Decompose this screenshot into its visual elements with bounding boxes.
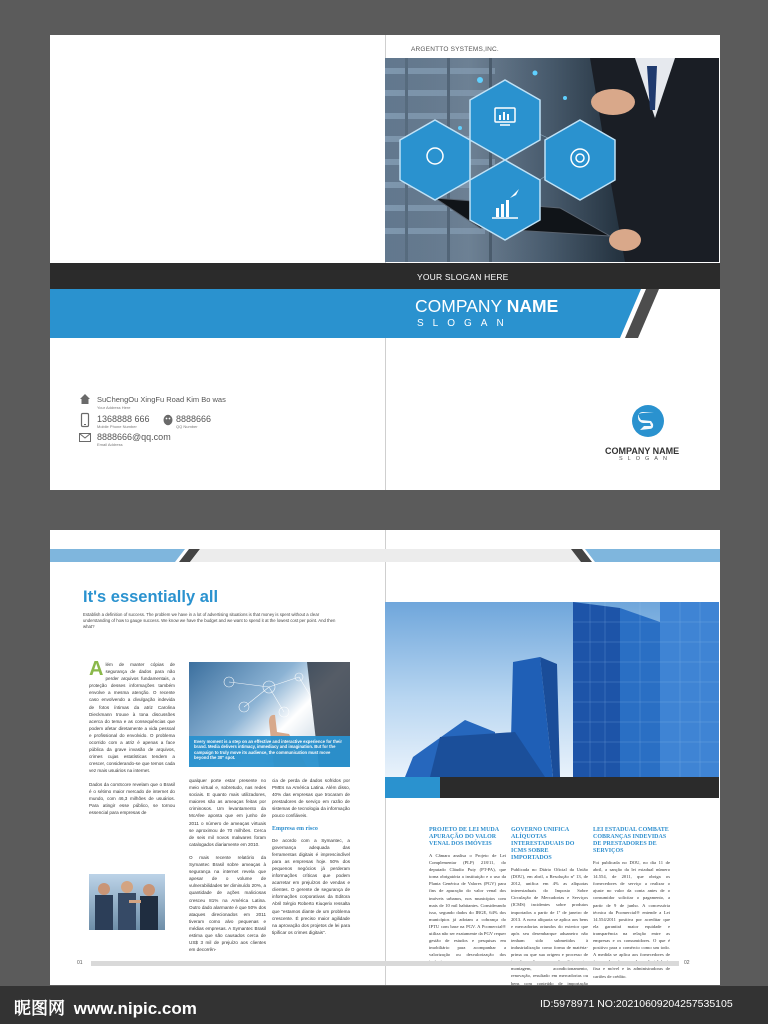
- news-column-2: [511, 827, 588, 994]
- drop-cap: A: [89, 658, 104, 680]
- company-label: ARGENTTO SYSTEMS,INC.: [411, 46, 499, 53]
- qq-label: QQ Number: [176, 424, 198, 429]
- article-column-1: [89, 658, 175, 816]
- article-column-3: [272, 777, 350, 936]
- cover-company-name: [415, 296, 558, 316]
- logo-company-name: COMPANY NAME: [605, 446, 680, 456]
- column-1-paragraph: [89, 658, 175, 775]
- hero-illustration: [385, 58, 719, 262]
- column-2-paragraph-2: O mais recente relatório da Symantec Brasil sobre ameaças à segurança na internet revela que apesar de o volume de vulnerabilidades ter diminuído 20%, a quantidade de ações maliciosas cresceu 81% na América Latina. Outro dado alarmante é que 50% dos ataques direcionados em 2011 tiveram como alvo pequenas e médias empresas. A Symantec Brasil estima que são causados cerca de US$ 3 mil de prejuízo aos clientes em decorrên-: [189, 854, 266, 953]
- news-column-3: [593, 827, 670, 980]
- skyscraper-illustration: [385, 602, 719, 777]
- header-strip: [50, 549, 720, 563]
- building-photo: [385, 602, 719, 777]
- news-1-heading: PROJETO DE LEI MUDA APURAÇÃO DO VALOR VENAL DOS IMÓVEIS: [429, 827, 499, 847]
- watermark-id: ID:5978971 NO:20210609204257535105: [540, 998, 733, 1010]
- news-1-body: A Câmara analisa o Projeto de Lei Complementar (PLP) 218/11, do deputado Cláudio Puty (PT-PA), que torna obrigatória a instituição e o uso da Planta Genérica de Valores (PGV) para fins de apuração do valor venal dos imóveis urbanos, nos municípios com mais de 10 mil habitantes. Considerando isso, segundo dados do IBGE, 64% dos municípios já adotam a cobrança do IPTU com base na PGV. A Pcomercial® utiliza não ser exatamente da PGV requer gestão de estudos e pesquisas em imobiliário para acompanhar a valorização ou desvalorização dos: [429, 853, 506, 958]
- email-icon: [79, 433, 91, 442]
- email-label: Email Address: [97, 442, 123, 447]
- cover-hero-image: [385, 58, 719, 262]
- watermark-logo: [14, 994, 197, 1019]
- watermark-strip: [0, 986, 768, 1024]
- mobile-label: Mobile Phone Number: [97, 424, 137, 429]
- slogan-bar-text: YOUR SLOGAN HERE: [417, 272, 509, 282]
- address-label: Your Address Here: [97, 405, 131, 410]
- watermark-logo-text: 昵图网: [14, 999, 65, 1018]
- company-logo-icon: [631, 404, 665, 438]
- company-name-light: COMPANY: [415, 296, 502, 316]
- mobile-phone-icon: [81, 413, 89, 427]
- blue-band: [50, 289, 720, 339]
- news-2-body: Publicada no Diário Oficial da União (DOU), em abril, a Resolução nº 13, de 2012, unifica em 4% as alíquotas interestaduais do Imposto Sobre Circulação de Mercadorias e Serviços (ICMS) incidentes sobre produtos importados a partir de 1º de janeiro de 2013. A nova alíquota se aplica aos bens e mercadorias oriundos do exterior que após seu desembarque aduaneiro não tenham sido submetidos à industrialização como forma de matéria-prima ou que sua origem e processo de montagem, acondicionamento, renovação, resultado em mercadorias ou bens com conteúdo de importação: [511, 867, 588, 986]
- inner-spread: [50, 530, 720, 985]
- photo-caption-bar: [189, 736, 350, 767]
- slogan-bar: [50, 263, 720, 289]
- inner-headline: It's essentially all: [83, 588, 219, 606]
- address-text: SuChengOu XingFu Road Kim Bo was: [97, 395, 226, 404]
- photo-underbar-blue: [385, 777, 440, 798]
- news-3-body: Foi publicada no DOU, no dia 11 de abril, a sanção da lei estadual número 14.554, de 2011, que obriga os fornecedores de serviço a realizar o ajuste no valor da conta antes de o consumidor solicitar o pagamento, a partir de 9 de junho. A concessória técnica da Pcomercial® entende a Lei 14.554/2011 positiva por acreditar que ela garantirá maior equidade e transparência na relação entre as empresas e os consumidores. O que é positivo para o comércio como um todo. A medida se aplica aos fornecedores de fixa e móvel e às administradoras de cartões de crédito.: [593, 860, 670, 979]
- footer-bar-left: [91, 961, 385, 966]
- page-number-right: 02: [684, 960, 690, 966]
- cover-slogan: SLOGAN: [417, 318, 513, 329]
- qq-number: 8888666: [176, 414, 212, 424]
- article-photo-people: [89, 874, 165, 930]
- article-column-2: [189, 777, 266, 953]
- inner-intro: Establish a definition of success. The problem we have in a lot of advertising situations is that money is spent without a clear understanding of how to gauge success. We know we have the budget and we want to spend it at the lowest cost per point. And then what?: [83, 612, 336, 630]
- business-team-illustration: [89, 874, 165, 930]
- mobile-number: 1368888 666: [97, 414, 150, 424]
- news-column-1: [429, 827, 506, 966]
- qq-icon: [162, 414, 174, 426]
- photo-underbar-dark: [440, 777, 719, 798]
- email-text: 8888666@qq.com: [97, 432, 171, 442]
- home-icon: [79, 393, 91, 405]
- company-name-bold: NAME: [506, 296, 559, 316]
- photo-caption: Every moment is a step on an effective and interactive experience for their brand. Media delivers intimacy, immediacy and imagination. But for the campaign to truly move its audience, the communication must move beyond the 30" spot.: [194, 739, 343, 761]
- column-3-paragraph-2: De acordo com a Symantec, a governança adequada das ferramentas digitais é imprescindível para as empresas hoje. 50% dos pequenos negócios já perderam informações críticas que podem acarretar em prejuízos de vendas e clientes. O gerente de segurança de informações corporativas da Editora Abril Sérgio Roberto Kiuqerix ressalta que "estamos diante de um problema crescente. É preciso maior agilidade na aprovação dos projetos de lei para tipificar os crimes digitais".: [272, 837, 350, 935]
- news-2-heading: GOVERNO UNIFICA ALÍQUOTAS INTERESTADUAIS DO ICMS SOBRE IMPORTADOS: [511, 827, 575, 861]
- column-3-heading: Empresa em risco: [272, 825, 318, 832]
- footer-bar-right: [385, 961, 679, 966]
- column-3-paragraph-1: cia de perda de dados sofridos por PMEs na América Latina. Além disso, 40% das empresas que trocaram de prestadores de serviço em razão de sistemas de tecnologia da informação pouco confiáveis.: [272, 778, 350, 819]
- page-number-left: 01: [77, 960, 83, 966]
- column-2-paragraph-1: qualquer porte estar presente no meio virtual e, sobretudo, nas redes sociais. E quanto mais utilizadores, maiores são as ameaças feitas por criminosos. Um levantamento da McAfee aponta que em junho de 2011 o número de ameaças virtuais se aproximou de 70 milhões. Cerca de seis mil novos malwares foram catalogados diariamente em 2010.: [189, 778, 266, 847]
- logo-slogan: SLOGAN: [619, 456, 672, 462]
- article-photo-touch: [189, 662, 350, 767]
- column-1-text: lém de manter cópias de segurança de dados para não perder arquivos fundamentais, a proteção desses informações também envolve a mesma atenção. O recente caso envolvendo a divulgação indevida de fotos íntimas da atriz Carolina Dieckmann trouxe à tona discussões acerca do tema e as consequências que podem afetar diretamente a vida pessoal e profissional do envolvido. O problema ocorrido com a atriz é apenas a face pública da grave invasão de arquivos, crimes cujas estatísticas tendem a crescer, considerando-se que temos cada vez mais usuários na internet.: [89, 662, 175, 774]
- cover-spread: [50, 35, 720, 490]
- news-3-heading: LEI ESTADUAL COMBATE COBRANÇAS INDEVIDAS DE PRESTADORES DE SERVIÇOS: [593, 827, 669, 854]
- column-1-paragraph-2: Dados da comScore revelam que o Brasil é o sétimo maior mercado de internet do mundo, com 46,3 milhões de usuários. Para atingir esse público, se tornou essencial para empresas de: [89, 781, 175, 815]
- watermark-site: www.nipic.com: [73, 999, 197, 1018]
